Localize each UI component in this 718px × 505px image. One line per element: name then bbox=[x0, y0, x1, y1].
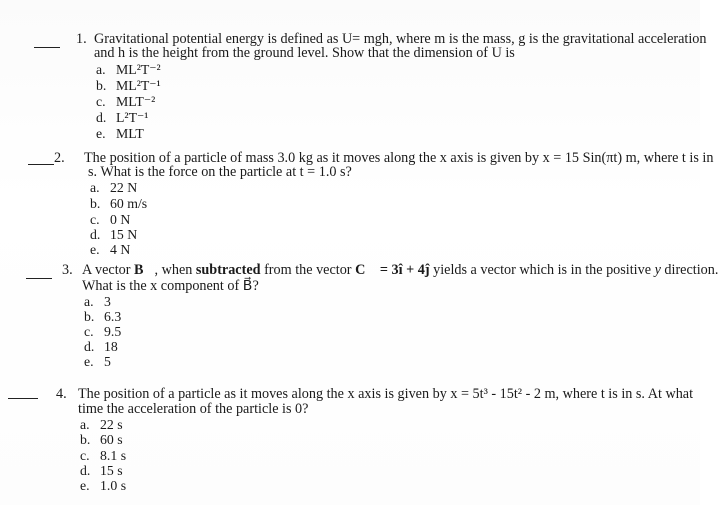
option-text: 8.1 s bbox=[100, 448, 127, 463]
question-text-line-1: The position of a particle as it moves along the x axis is given by x = 5t³ - 15t² - 2 m, where t is in s. At what bbox=[78, 386, 694, 402]
option-text: 15 N bbox=[110, 227, 138, 242]
option-text: 5 bbox=[104, 354, 111, 369]
option-label: c. bbox=[84, 324, 94, 339]
option-text: ML²T⁻² bbox=[116, 62, 161, 77]
option-text: 0 N bbox=[110, 212, 131, 227]
option-label: b. bbox=[84, 309, 95, 324]
option-label: b. bbox=[80, 432, 91, 447]
option-label: c. bbox=[90, 212, 100, 227]
option-c bbox=[84, 324, 121, 340]
option-d bbox=[96, 110, 148, 126]
text-fragment: y bbox=[654, 262, 661, 278]
answer-blank bbox=[26, 278, 52, 279]
option-text: 3 bbox=[104, 294, 111, 309]
option-a bbox=[90, 180, 137, 196]
answer-blank bbox=[34, 47, 60, 48]
question-text-line-1: The position of a particle of mass 3.0 kg as it moves along the x axis is given by x = 15 Sin(πt) m, where t is in bbox=[84, 150, 714, 166]
option-e bbox=[90, 242, 130, 258]
option-e bbox=[96, 126, 144, 142]
option-label: d. bbox=[90, 227, 101, 242]
option-text: 22 N bbox=[110, 180, 138, 195]
option-b bbox=[90, 196, 147, 212]
option-text: ML²T⁻¹ bbox=[116, 78, 161, 93]
question-number: 1. bbox=[76, 31, 87, 47]
option-text: MLT⁻² bbox=[116, 94, 156, 109]
option-text: 15 s bbox=[100, 463, 123, 478]
option-label: a. bbox=[84, 294, 94, 309]
text-fragment: from the vector bbox=[260, 262, 356, 278]
option-label: b. bbox=[96, 78, 107, 93]
option-d bbox=[90, 227, 137, 243]
question-text-line-2: time the acceleration of the particle is 0? bbox=[78, 401, 309, 417]
option-d bbox=[84, 339, 118, 355]
option-text: 22 s bbox=[100, 417, 123, 432]
answer-blank bbox=[8, 398, 38, 399]
vector-b: B⃗ bbox=[134, 262, 155, 278]
option-b bbox=[84, 309, 121, 325]
option-d bbox=[80, 463, 123, 479]
option-text: 6.3 bbox=[104, 309, 122, 324]
option-text: MLT bbox=[116, 126, 144, 141]
option-label: e. bbox=[80, 478, 90, 493]
question-text-line-2: s. What is the force on the particle at t = 1.0 s? bbox=[88, 164, 352, 180]
option-text: 60 m/s bbox=[110, 196, 148, 211]
option-text: 4 N bbox=[110, 242, 131, 257]
question-number: 3. bbox=[62, 262, 73, 278]
option-c bbox=[96, 94, 155, 110]
option-text: 60 s bbox=[100, 432, 123, 447]
emphasis-subtracted: subtracted bbox=[195, 262, 261, 278]
option-label: e. bbox=[84, 354, 94, 369]
question-text-line-2: What is the x component of B⃗? bbox=[82, 278, 259, 294]
question-number: 4. bbox=[56, 386, 67, 402]
option-b bbox=[96, 78, 161, 94]
option-text: L²T⁻¹ bbox=[116, 110, 149, 125]
option-text: 18 bbox=[104, 339, 118, 354]
question-text-line-1 bbox=[82, 262, 718, 279]
option-label: d. bbox=[96, 110, 107, 125]
option-label: d. bbox=[84, 339, 95, 354]
question-text-line-2: and h is the height from the ground level. Show that the dimension of U is bbox=[94, 45, 515, 61]
option-b bbox=[80, 432, 123, 448]
option-a bbox=[80, 417, 123, 433]
option-label: e. bbox=[90, 242, 100, 257]
option-text: 9.5 bbox=[104, 324, 122, 339]
option-text: 1.0 s bbox=[100, 478, 127, 493]
text-fragment: yields a vector which is in the positive bbox=[429, 262, 655, 278]
option-label: c. bbox=[96, 94, 106, 109]
option-e bbox=[80, 478, 126, 494]
option-c bbox=[90, 212, 130, 228]
answer-blank bbox=[28, 164, 54, 165]
option-e bbox=[84, 354, 111, 370]
text-fragment: A vector bbox=[82, 262, 135, 278]
option-a bbox=[96, 62, 161, 78]
option-label: a. bbox=[90, 180, 100, 195]
text-fragment: , when bbox=[154, 262, 196, 278]
text-fragment: direction. bbox=[660, 262, 718, 278]
option-label: a. bbox=[80, 417, 90, 432]
option-label: e. bbox=[96, 126, 106, 141]
option-label: b. bbox=[90, 196, 101, 211]
question-number: 2. bbox=[54, 150, 65, 166]
option-a bbox=[84, 294, 111, 310]
option-label: d. bbox=[80, 463, 91, 478]
option-c bbox=[80, 448, 126, 464]
option-label: c. bbox=[80, 448, 90, 463]
vector-c-expression: C⃗ = 3î + 4ĵ bbox=[355, 262, 430, 278]
option-label: a. bbox=[96, 62, 106, 77]
question-text-line-1: Gravitational potential energy is defined as U= mgh, where m is the mass, g is the gravitational acceleration bbox=[94, 31, 707, 47]
